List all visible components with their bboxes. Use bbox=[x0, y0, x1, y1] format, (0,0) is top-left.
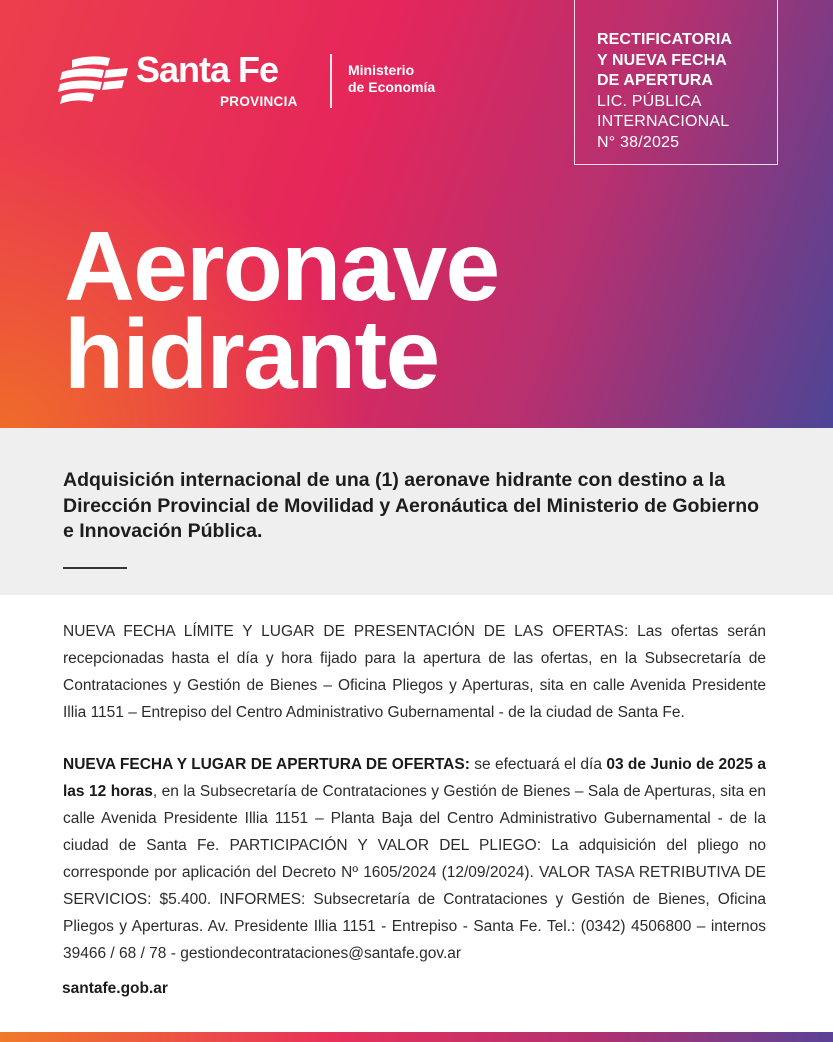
opening-text-b: , en la Subsecretaría de Contrataciones y Gestión de Bienes – Sala de Aperturas, sita en calle Avenida Presidente Illia 1151 – Planta Baja del Centro Administrativo Gubernamental - de la ciudad de Santa Fe. PARTICIPACIÓN Y VALOR DEL PLIEGO: La adquisición del pliego no corresponde por aplicación del Decreto Nº 1605/2024 (12/09/2024). VALOR TASA RETRIBUTIVA DE SERVICIOS: $5.400. INFORMES: Subsecretaría de Contrataciones y Gestión de Bienes, Oficina Pliegos y Aperturas. Av. Presidente Illia 1151 - Entrepiso - Santa Fe. Tel.: (0342) 4506800 – internos 39466 / 68 / 78 - gestiondecontrataciones@santafe.gov.ar bbox=[63, 783, 766, 962]
page-title bbox=[64, 211, 499, 409]
logo-divider bbox=[330, 54, 332, 108]
notice-line-3: DE APERTURA bbox=[597, 72, 714, 89]
opening-heading: NUEVA FECHA Y LUGAR DE APERTURA DE OFERTAS: bbox=[63, 756, 470, 773]
logo-province: PROVINCIA bbox=[220, 94, 298, 109]
subtitle-band bbox=[0, 428, 833, 595]
notice-line-2: Y NUEVA FECHA bbox=[597, 51, 727, 69]
notice-line-4: LIC. PÚBLICA bbox=[597, 92, 702, 110]
santa-fe-logo-mark-icon bbox=[58, 52, 128, 108]
paragraph-opening-date bbox=[63, 751, 766, 967]
website-link[interactable]: santafe.gob.ar bbox=[62, 980, 168, 997]
opening-date: 03 de Junio de 2025 a las 12 horas bbox=[63, 756, 767, 800]
notice-line-5: INTERNACIONAL bbox=[597, 113, 730, 130]
notice-line-1: RECTIFICATORIA bbox=[597, 31, 733, 48]
rectification-notice-box bbox=[574, 0, 778, 165]
ministry-line-1: Ministerio bbox=[348, 62, 415, 78]
paragraph-submission-deadline: NUEVA FECHA LÍMITE Y LUGAR DE PRESENTACIÓN DE LAS OFERTAS: Las ofertas serán recepcionadas hasta el día y hora fijado para la apertura de las ofertas, en la Subsecretaría de Contrataciones y Gestión de Bienes – Oficina Pliegos y Aperturas, sita en calle Avenida Presidente Illia 1151 – Entrepiso del Centro Administrativo Gubernamental - de la ciudad de Santa Fe. bbox=[63, 623, 766, 721]
divider-rule bbox=[63, 567, 127, 569]
subtitle: Adquisición internacional de una (1) aeronave hidrante con destino a la Dirección Provincial de Movilidad y Aeronáutica del Ministerio de Gobierno e Innovación Pública. bbox=[63, 469, 760, 542]
hero-banner bbox=[0, 0, 833, 428]
ministry-name bbox=[348, 62, 435, 96]
title-line-2: hidrante bbox=[64, 299, 439, 409]
opening-text-a: se efectuará el día bbox=[469, 756, 607, 773]
ministry-line-2: de Economía bbox=[348, 79, 436, 95]
logo-name: Santa Fe bbox=[136, 49, 279, 90]
notice-line-6: N° 38/2025 bbox=[597, 133, 680, 151]
title-line-1: Aeronave bbox=[64, 211, 499, 321]
santa-fe-logo bbox=[58, 50, 458, 112]
bottom-gradient-bar bbox=[0, 1032, 833, 1042]
